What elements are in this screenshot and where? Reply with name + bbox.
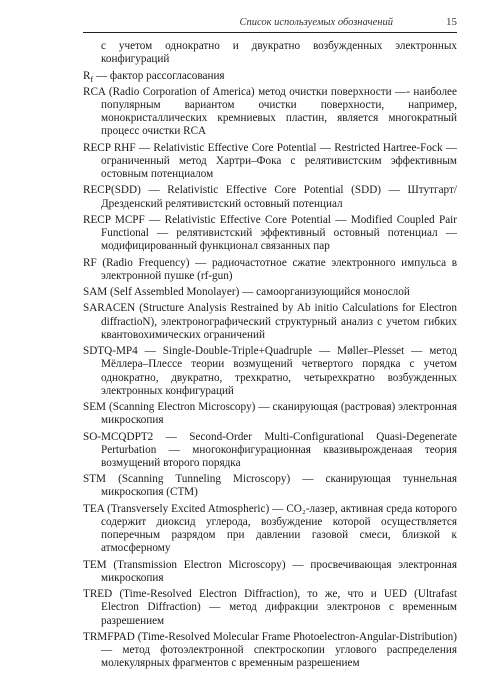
- entry-recp-rhf: [83, 142, 457, 182]
- entry-definition: — фактор рассогласования: [93, 69, 225, 82]
- running-header-title: Список используемых обозначений: [239, 17, 393, 28]
- entry-trmfpad: [83, 631, 457, 671]
- entry-tem: [83, 559, 457, 585]
- entry-term: TRED: [83, 588, 113, 601]
- entry-definition: (Radio Frequency) — радиочастотное сжатие электронного импульса в электронной пушке (rf-gun): [96, 256, 457, 282]
- entry-stm: [83, 473, 457, 499]
- entry-recp-sdd: [83, 184, 457, 210]
- entry-saracen: [83, 302, 457, 342]
- entry-term: STM: [83, 473, 107, 486]
- entry-definition: (Structure Analysis Restrained by Ab initio Calculations for Electron diffractioN), электронографический структурный анализ с учетом гибких квантовохимических ограничений: [101, 302, 457, 341]
- entry-sam: [83, 286, 457, 299]
- page-number: 15: [446, 16, 457, 28]
- entry-definition: — Relativistic Effective Core Potential (SDD) — Штутгарт/Дрезденский релятивистский остовный потенциал: [101, 184, 457, 210]
- entry-tred: [83, 588, 457, 628]
- abbreviation-list: [83, 40, 457, 674]
- entry-definition: (Time-Resolved Molecular Frame Photoelectron-Angular-Distribution) — метод фотоэлектронной спектроскопии углового распределения молекулярных фрагментов с временным разрешением: [101, 630, 457, 670]
- entry-definition: (Self Assembled Monolayer) — самоорганизующийся монослой: [107, 286, 410, 299]
- entry-rf: [83, 257, 457, 283]
- entry-term: SDTQ-MP4: [83, 345, 138, 358]
- entry-recp-mcpf: [83, 214, 457, 254]
- entry-definition: — Relativistic Effective Core Potential — Restricted Hartree-Fock — ограниченный метод Хартри–Фока с релятивистским эффективным остовным потенциалом: [101, 141, 458, 181]
- entry-rf-factor: [83, 70, 457, 83]
- entry-term: TEM: [83, 558, 107, 571]
- entry-term: R: [83, 69, 91, 82]
- entry-definition: — Single-Double-Triple+Quadruple — Møller–Plesset — метод Мёллера–Плессе теории возмущений четвертого порядка с учетом однократно, двукратно, трехкратно, четырехкратно возбужденных электронных конфигураций: [101, 345, 457, 397]
- entry-definition: — Second-Order Multi-Configurational Quasi-Degenerate Perturbation — многоконфигурационная квазивырожденаая теория возмущений второго порядка: [101, 430, 457, 469]
- entry-definition: (Scanning Electron Microscopy) — сканирующая (растровая) электронная микроскопия: [101, 401, 457, 427]
- entry-term: SO-MCQDPT2: [83, 430, 154, 443]
- entry-definition: (Transmission Electron Microscopy) — просвечивающая электронная микроскопия: [101, 558, 457, 584]
- entry-term: SEM: [83, 401, 107, 414]
- entry-continuation: с учетом однократно и двукратно возбужденных электронных конфигураций: [101, 40, 457, 66]
- entry-definition: (Scanning Tunneling Microscopy) — сканирующая туннельная микроскопия (СТМ): [101, 473, 457, 499]
- entry-term: TRMFPAD: [83, 630, 135, 643]
- entry-definition: (Radio Corporation of America) метод очистки поверхности —- наиболее популярным вариантом очистки поверхности, например, монокристаллических кремниевых пластин, является многократный процесс очистки RCA: [101, 85, 457, 138]
- entry-term: RECP MCPF: [83, 213, 145, 226]
- entry-term: RECP RHF: [83, 141, 136, 154]
- entry-term-subscript: f: [90, 74, 94, 84]
- entry-sem: [83, 401, 457, 427]
- entry-tea: [83, 503, 457, 556]
- entry-term: SAM: [83, 286, 108, 299]
- entry-sdtq-mp4: [83, 345, 457, 398]
- entry-term: TEA: [83, 502, 105, 515]
- entry-so-mcqdpt2: [83, 431, 457, 471]
- entry-term: SARACEN: [83, 302, 136, 315]
- entry-term: RCA: [83, 85, 106, 98]
- entry-term: RF: [83, 256, 97, 269]
- entry-definition: (Time-Resolved Electron Diffraction), то же, что и UED (Ultrafast Electron Diffraction) — метод дифракции электронов с временным разрешением: [101, 588, 457, 627]
- entry-rca: [83, 86, 457, 139]
- entry-definition: (Transversely Excited Atmospheric) — CO₂-лазер, активная среда которого содержит диоксид углерода, возбуждение которой осуществляется поперечным разрядом при давлении газовой смеси, близкой к атмосферному: [101, 502, 457, 555]
- entry-definition: — Relativistic Effective Core Potential — Modified Coupled Pair Functional — релятивистский эффективный остовный потенциал — модифицированный функционал связанных пар: [101, 213, 457, 253]
- running-header: [83, 16, 457, 33]
- entry-term: RECP(SDD): [83, 184, 141, 197]
